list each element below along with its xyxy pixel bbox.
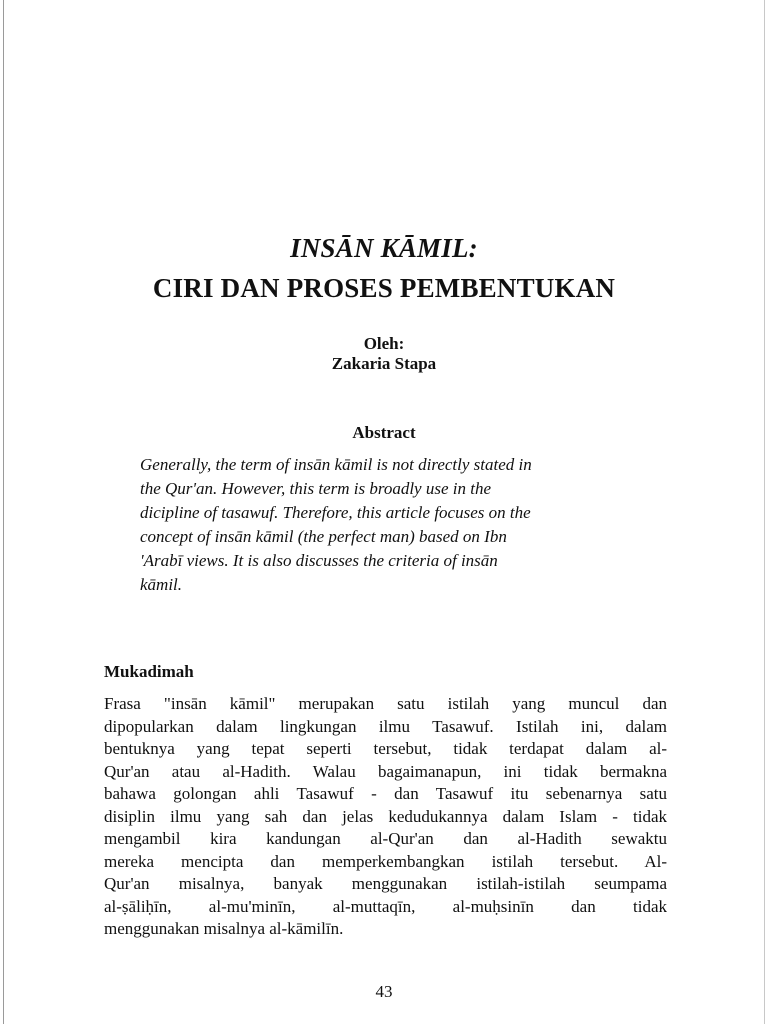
page-number: 43 xyxy=(375,982,393,1001)
abstract-line: concept of insān kāmil (the perfect man) based on Ibn xyxy=(140,527,507,546)
section-body xyxy=(104,693,667,941)
section-heading: Mukadimah xyxy=(104,662,194,681)
body-line: bentuknya yang tepat seperti tersebut, tidak terdapat dalam al- xyxy=(104,739,667,758)
body-line: mereka mencipta dan memperkembangkan istilah tersebut. Al- xyxy=(104,851,667,871)
abstract-body xyxy=(140,453,632,597)
article-title-line-2: CIRI DAN PROSES PEMBENTUKAN xyxy=(152,273,616,303)
abstract-line: the Qur'an. However, this term is broadly use in the xyxy=(140,479,491,498)
body-line: disiplin ilmu yang sah dan jelas kedudukannya dalam Islam - tidak xyxy=(104,806,667,826)
body-line: Qur'an atau al-Hadith. Walau bagaimanapun, ini tidak bermakna xyxy=(104,761,667,781)
body-line: Frasa "insān kāmil" merupakan satu istilah yang muncul dan xyxy=(104,694,667,713)
abstract-heading: Abstract xyxy=(352,423,416,442)
abstract-line: kāmil. xyxy=(140,575,183,594)
body-line: al-ṣāliḥīn, al-mu'minīn, al-muttaqīn, al-muḥsinīn dan tidak xyxy=(104,896,667,916)
byline-label: Oleh: xyxy=(363,334,405,353)
page-edge-left xyxy=(3,0,4,1024)
body-line: Qur'an misalnya, banyak menggunakan istilah-istilah seumpama xyxy=(104,874,667,893)
abstract-line: Generally, the term of insān kāmil is not directly stated in xyxy=(140,455,532,474)
abstract-line: 'Arabī views. It is also discusses the criteria of insān xyxy=(140,551,498,570)
abstract-line: dicipline of tasawuf. Therefore, this article focuses on the xyxy=(140,503,531,522)
body-line: dipopularkan dalam lingkungan ilmu Tasawuf. Istilah ini, dalam xyxy=(104,716,667,736)
author-name: Zakaria Stapa xyxy=(331,354,437,373)
body-line: menggunakan misalnya al-kāmilīn. xyxy=(104,919,344,938)
article-title-line-1: INSĀN KĀMIL: xyxy=(290,233,478,263)
page-edge-right xyxy=(764,0,765,1024)
body-line: mengambil kira kandungan al-Qur'an dan al-Hadith sewaktu xyxy=(104,829,667,848)
body-line: bahawa golongan ahli Tasawuf - dan Tasawuf itu sebenarnya satu xyxy=(104,784,667,803)
